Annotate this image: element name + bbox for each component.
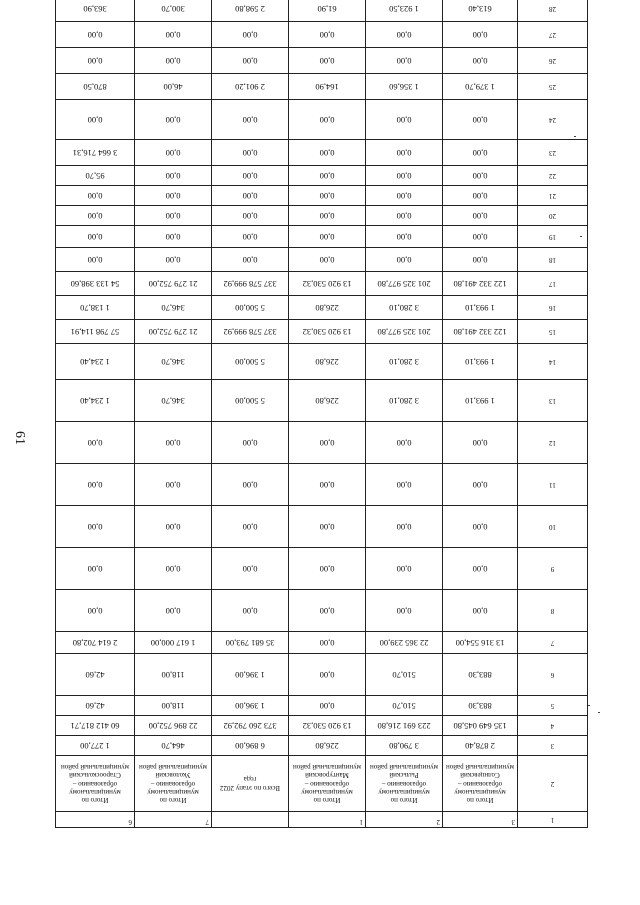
table-cell: 0,00 bbox=[443, 548, 518, 590]
table-cell: 0,00 bbox=[443, 166, 518, 186]
table-row bbox=[56, 100, 588, 140]
table-cell: 0,00 bbox=[56, 48, 135, 74]
table-cell: 22 365 239,00 bbox=[366, 632, 443, 654]
table-cell: 0,00 bbox=[289, 100, 366, 140]
table-cell: 1 277,00 bbox=[56, 736, 135, 756]
table-cell: 3 280,10 bbox=[366, 296, 443, 320]
table-cell: 0,00 bbox=[366, 226, 443, 248]
table-cell: 0,00 bbox=[443, 100, 518, 140]
table-cell: 2 901,20 bbox=[212, 74, 289, 100]
table-cell: 0,00 bbox=[56, 226, 135, 248]
column-index: 24 bbox=[518, 100, 588, 140]
table-cell: 0,00 bbox=[366, 548, 443, 590]
table-cell: 337 578 999,92 bbox=[212, 272, 289, 296]
column-index: 28 bbox=[518, 0, 588, 22]
table-cell: 1 993,10 bbox=[443, 344, 518, 380]
column-index: 26 bbox=[518, 48, 588, 74]
column-index: 5 bbox=[518, 696, 588, 716]
column-index: 14 bbox=[518, 344, 588, 380]
table-cell: 0,00 bbox=[289, 548, 366, 590]
table-cell: 0,00 bbox=[443, 422, 518, 464]
table-cell: 0,00 bbox=[289, 464, 366, 506]
column-index: 18 bbox=[518, 248, 588, 272]
table-cell: 0,00 bbox=[212, 548, 289, 590]
table-cell: 613,40 bbox=[443, 0, 518, 22]
column-index: 21 bbox=[518, 186, 588, 206]
table-cell: 0,00 bbox=[212, 100, 289, 140]
table-cell: 54 133 398,60 bbox=[56, 272, 135, 296]
column-index: 12 bbox=[518, 422, 588, 464]
table-cell: 0,00 bbox=[212, 248, 289, 272]
table-cell: 0,00 bbox=[212, 140, 289, 166]
column-index: 8 bbox=[518, 590, 588, 632]
column-index: 13 bbox=[518, 380, 588, 422]
column-index: 2 bbox=[518, 756, 588, 812]
table-cell: 0,00 bbox=[366, 248, 443, 272]
table-row bbox=[56, 464, 588, 506]
table-cell: 1 138,70 bbox=[56, 296, 135, 320]
table-cell: 0,00 bbox=[366, 206, 443, 226]
table-cell: 1 923,50 bbox=[366, 0, 443, 22]
table-cell: 0,00 bbox=[366, 422, 443, 464]
row-label: Всего по этапу 2022 года bbox=[212, 756, 289, 812]
table-cell: 42,60 bbox=[56, 696, 135, 716]
table-cell: 0,00 bbox=[289, 206, 366, 226]
table-cell: 0,00 bbox=[289, 248, 366, 272]
table-cell: 5 500,00 bbox=[212, 344, 289, 380]
table-cell: 0,00 bbox=[56, 464, 135, 506]
table-cell: 0,00 bbox=[289, 22, 366, 48]
row-label: Итого по муниципальному образованию – Мантуровский муниципальный район bbox=[289, 756, 366, 812]
row-number: 6 bbox=[56, 812, 135, 828]
row-number: 3 bbox=[443, 812, 518, 828]
table-cell: 61,90 bbox=[289, 0, 366, 22]
table-cell: 3 280,10 bbox=[366, 344, 443, 380]
table-row bbox=[56, 186, 588, 206]
table-cell: 0,00 bbox=[443, 464, 518, 506]
table-cell: 883,30 bbox=[443, 654, 518, 696]
column-index: 19 bbox=[518, 226, 588, 248]
data-table bbox=[55, 0, 588, 828]
table-cell: 0,00 bbox=[56, 248, 135, 272]
table-cell: 0,00 bbox=[56, 100, 135, 140]
column-index: 3 bbox=[518, 736, 588, 756]
scan-speck bbox=[598, 712, 600, 713]
column-index: 22 bbox=[518, 166, 588, 186]
table-cell: 0,00 bbox=[56, 186, 135, 206]
table-row bbox=[56, 736, 588, 756]
table-cell: 21 279 752,00 bbox=[135, 320, 212, 344]
table-cell: 223 691 216,80 bbox=[366, 716, 443, 736]
table-row bbox=[56, 716, 588, 736]
table-cell: 1 234,40 bbox=[56, 380, 135, 422]
column-index: 11 bbox=[518, 464, 588, 506]
table-row bbox=[56, 48, 588, 74]
table-cell: 0,00 bbox=[135, 166, 212, 186]
table-cell: 0,00 bbox=[135, 226, 212, 248]
column-index: 23 bbox=[518, 140, 588, 166]
column-index: 17 bbox=[518, 272, 588, 296]
column-index: 1 bbox=[518, 812, 588, 828]
table-cell: 6 896,00 bbox=[212, 736, 289, 756]
table-cell: 3 790,80 bbox=[366, 736, 443, 756]
table-cell: 226,80 bbox=[289, 296, 366, 320]
table-cell: 122 332 491,80 bbox=[443, 272, 518, 296]
table-cell: 0,00 bbox=[366, 590, 443, 632]
table-row bbox=[56, 22, 588, 48]
table-cell: 464,70 bbox=[135, 736, 212, 756]
table-cell: 0,00 bbox=[443, 248, 518, 272]
row-label: Итого по муниципальному образованию – Уколовский муниципальный район bbox=[135, 756, 212, 812]
table-cell: 21 279 752,00 bbox=[135, 272, 212, 296]
table-row bbox=[56, 166, 588, 186]
column-index: 9 bbox=[518, 548, 588, 590]
table-cell: 0,00 bbox=[366, 186, 443, 206]
table-cell: 0,00 bbox=[366, 140, 443, 166]
scan-speck bbox=[588, 705, 590, 706]
row-number: 1 bbox=[289, 812, 366, 828]
table-cell: 46,00 bbox=[135, 74, 212, 100]
table-cell: 1 993,10 bbox=[443, 296, 518, 320]
table-row bbox=[56, 74, 588, 100]
table-cell: 0,00 bbox=[135, 48, 212, 74]
table-cell: 0,00 bbox=[135, 206, 212, 226]
table-cell: 0,00 bbox=[289, 48, 366, 74]
table-cell: 0,00 bbox=[135, 22, 212, 48]
table-cell: 0,00 bbox=[56, 206, 135, 226]
row-number: 7 bbox=[135, 812, 212, 828]
table-cell: 0,00 bbox=[443, 590, 518, 632]
table-cell: 0,00 bbox=[443, 186, 518, 206]
table-cell: 0,00 bbox=[289, 506, 366, 548]
table-cell: 13 920 530,32 bbox=[289, 716, 366, 736]
table-cell: 0,00 bbox=[366, 22, 443, 48]
table-cell: 0,00 bbox=[135, 548, 212, 590]
table-cell: 1 234,40 bbox=[56, 344, 135, 380]
table-cell: 22 896 752,00 bbox=[135, 716, 212, 736]
table-cell: 0,00 bbox=[212, 206, 289, 226]
column-index: 16 bbox=[518, 296, 588, 320]
table-row bbox=[56, 590, 588, 632]
column-index: 6 bbox=[518, 654, 588, 696]
table-row bbox=[56, 654, 588, 696]
table-cell: 164,90 bbox=[289, 74, 366, 100]
table-cell: 118,00 bbox=[135, 654, 212, 696]
table-cell: 346,70 bbox=[135, 380, 212, 422]
table-cell: 337 578 999,92 bbox=[212, 320, 289, 344]
table-cell: 0,00 bbox=[135, 506, 212, 548]
row-label: Итого по муниципальному образованию – Солнцевский муниципальный район bbox=[443, 756, 518, 812]
table-cell: 0,00 bbox=[135, 464, 212, 506]
table-cell: 0,00 bbox=[289, 422, 366, 464]
table-cell: 0,00 bbox=[212, 590, 289, 632]
table-cell: 2 598,80 bbox=[212, 0, 289, 22]
table-cell: 5 500,00 bbox=[212, 296, 289, 320]
table-cell: 13 920 530,32 bbox=[289, 272, 366, 296]
table-cell: 0,00 bbox=[135, 590, 212, 632]
table-cell: 0,00 bbox=[56, 506, 135, 548]
row-label: Итого по муниципальному образованию – Рыльский муниципальный район bbox=[366, 756, 443, 812]
table-row bbox=[56, 0, 588, 22]
table-row bbox=[56, 140, 588, 166]
table-cell: 0,00 bbox=[289, 654, 366, 696]
column-index: 27 bbox=[518, 22, 588, 48]
scan-speck bbox=[574, 136, 576, 137]
table-cell: 0,00 bbox=[135, 100, 212, 140]
table-row bbox=[56, 696, 588, 716]
table-cell: 0,00 bbox=[289, 186, 366, 206]
table-cell: 122 332 491,80 bbox=[443, 320, 518, 344]
table-cell: 883,30 bbox=[443, 696, 518, 716]
table-cell: 226,80 bbox=[289, 344, 366, 380]
column-index: 25 bbox=[518, 74, 588, 100]
table-cell: 346,70 bbox=[135, 296, 212, 320]
table-row bbox=[56, 548, 588, 590]
table-cell: 13 316 554,00 bbox=[443, 632, 518, 654]
table-row bbox=[56, 272, 588, 296]
table-cell: 0,00 bbox=[366, 48, 443, 74]
table-cell: 0,00 bbox=[212, 464, 289, 506]
table-cell: 1 396,00 bbox=[212, 654, 289, 696]
table-cell: 2 878,40 bbox=[443, 736, 518, 756]
column-index: 15 bbox=[518, 320, 588, 344]
table-cell: 226,80 bbox=[289, 736, 366, 756]
table-cell: 3 664 716,31 bbox=[56, 140, 135, 166]
table-cell: 0,00 bbox=[366, 100, 443, 140]
table-cell: 1 617 000,00 bbox=[135, 632, 212, 654]
table-cell: 0,00 bbox=[212, 48, 289, 74]
table-cell: 135 649 045,80 bbox=[443, 716, 518, 736]
column-index: 7 bbox=[518, 632, 588, 654]
table-cell: 0,00 bbox=[443, 22, 518, 48]
table-cell: 0,00 bbox=[289, 140, 366, 166]
table-cell: 0,00 bbox=[443, 48, 518, 74]
column-index: 20 bbox=[518, 206, 588, 226]
table-cell: 1 379,70 bbox=[443, 74, 518, 100]
table-cell: 3 280,10 bbox=[366, 380, 443, 422]
table-cell: 0,00 bbox=[289, 696, 366, 716]
table-row bbox=[56, 812, 588, 828]
table-row bbox=[56, 320, 588, 344]
table-cell: 0,00 bbox=[212, 22, 289, 48]
table-cell: 13 920 530,32 bbox=[289, 320, 366, 344]
table-cell: 346,70 bbox=[135, 344, 212, 380]
table-cell: 373 260 792,92 bbox=[212, 716, 289, 736]
table-cell: 0,00 bbox=[56, 590, 135, 632]
table-row bbox=[56, 380, 588, 422]
table-row bbox=[56, 506, 588, 548]
table-cell: 0,00 bbox=[443, 140, 518, 166]
table-cell: 42,60 bbox=[56, 654, 135, 696]
table-row bbox=[56, 632, 588, 654]
table-cell: 0,00 bbox=[56, 548, 135, 590]
table-cell: 60 412 817,71 bbox=[56, 716, 135, 736]
table-cell: 0,00 bbox=[135, 422, 212, 464]
table-cell: 5 500,00 bbox=[212, 380, 289, 422]
table-cell: 0,00 bbox=[366, 166, 443, 186]
table-cell: 0,00 bbox=[212, 166, 289, 186]
table-cell: 0,00 bbox=[289, 166, 366, 186]
page-number: 61 bbox=[12, 431, 27, 445]
table-cell: 0,00 bbox=[56, 22, 135, 48]
table-cell: 0,00 bbox=[443, 206, 518, 226]
table-cell: 363,90 bbox=[56, 0, 135, 22]
table-cell: 1 356,60 bbox=[366, 74, 443, 100]
row-label: Итого по муниципальному образованию – Старооскольский муниципальный район bbox=[56, 756, 135, 812]
table-cell: 0,00 bbox=[289, 632, 366, 654]
table-cell: 0,00 bbox=[366, 464, 443, 506]
table-cell: 0,00 bbox=[135, 186, 212, 206]
column-index: 10 bbox=[518, 506, 588, 548]
table-cell: 0,00 bbox=[56, 422, 135, 464]
table-cell: 1 993,10 bbox=[443, 380, 518, 422]
table-cell: 201 325 977,80 bbox=[366, 272, 443, 296]
table-cell: 0,00 bbox=[289, 226, 366, 248]
table-row bbox=[56, 226, 588, 248]
table-row bbox=[56, 756, 588, 812]
scan-speck bbox=[580, 236, 582, 237]
table-cell: 300,70 bbox=[135, 0, 212, 22]
row-number: 2 bbox=[366, 812, 443, 828]
table-cell: 0,00 bbox=[443, 226, 518, 248]
table-row bbox=[56, 296, 588, 320]
table-cell: 201 325 977,80 bbox=[366, 320, 443, 344]
table-row bbox=[56, 206, 588, 226]
table-cell: 0,00 bbox=[443, 506, 518, 548]
table-cell: 0,00 bbox=[212, 226, 289, 248]
table-row bbox=[56, 248, 588, 272]
table-cell: 0,00 bbox=[135, 248, 212, 272]
table-cell: 0,00 bbox=[366, 506, 443, 548]
table-cell: 95,70 bbox=[56, 166, 135, 186]
column-index: 4 bbox=[518, 716, 588, 736]
table-cell: 0,00 bbox=[289, 590, 366, 632]
table-cell: 1 396,00 bbox=[212, 696, 289, 716]
table-cell: 2 614 702,80 bbox=[56, 632, 135, 654]
table-row bbox=[56, 344, 588, 380]
table-cell: 118,00 bbox=[135, 696, 212, 716]
data-table-rotated bbox=[56, 4, 588, 828]
table-cell: 870,50 bbox=[56, 74, 135, 100]
table-cell: 226,80 bbox=[289, 380, 366, 422]
table-cell: 510,70 bbox=[366, 696, 443, 716]
table-cell: 0,00 bbox=[212, 186, 289, 206]
table-row bbox=[56, 422, 588, 464]
table-cell: 0,00 bbox=[212, 506, 289, 548]
table-cell: 57 798 114,91 bbox=[56, 320, 135, 344]
table-cell: 510,70 bbox=[366, 654, 443, 696]
table-cell: 0,00 bbox=[135, 140, 212, 166]
table-cell: 0,00 bbox=[212, 422, 289, 464]
table-cell: 35 681 793,00 bbox=[212, 632, 289, 654]
row-number bbox=[212, 812, 289, 828]
